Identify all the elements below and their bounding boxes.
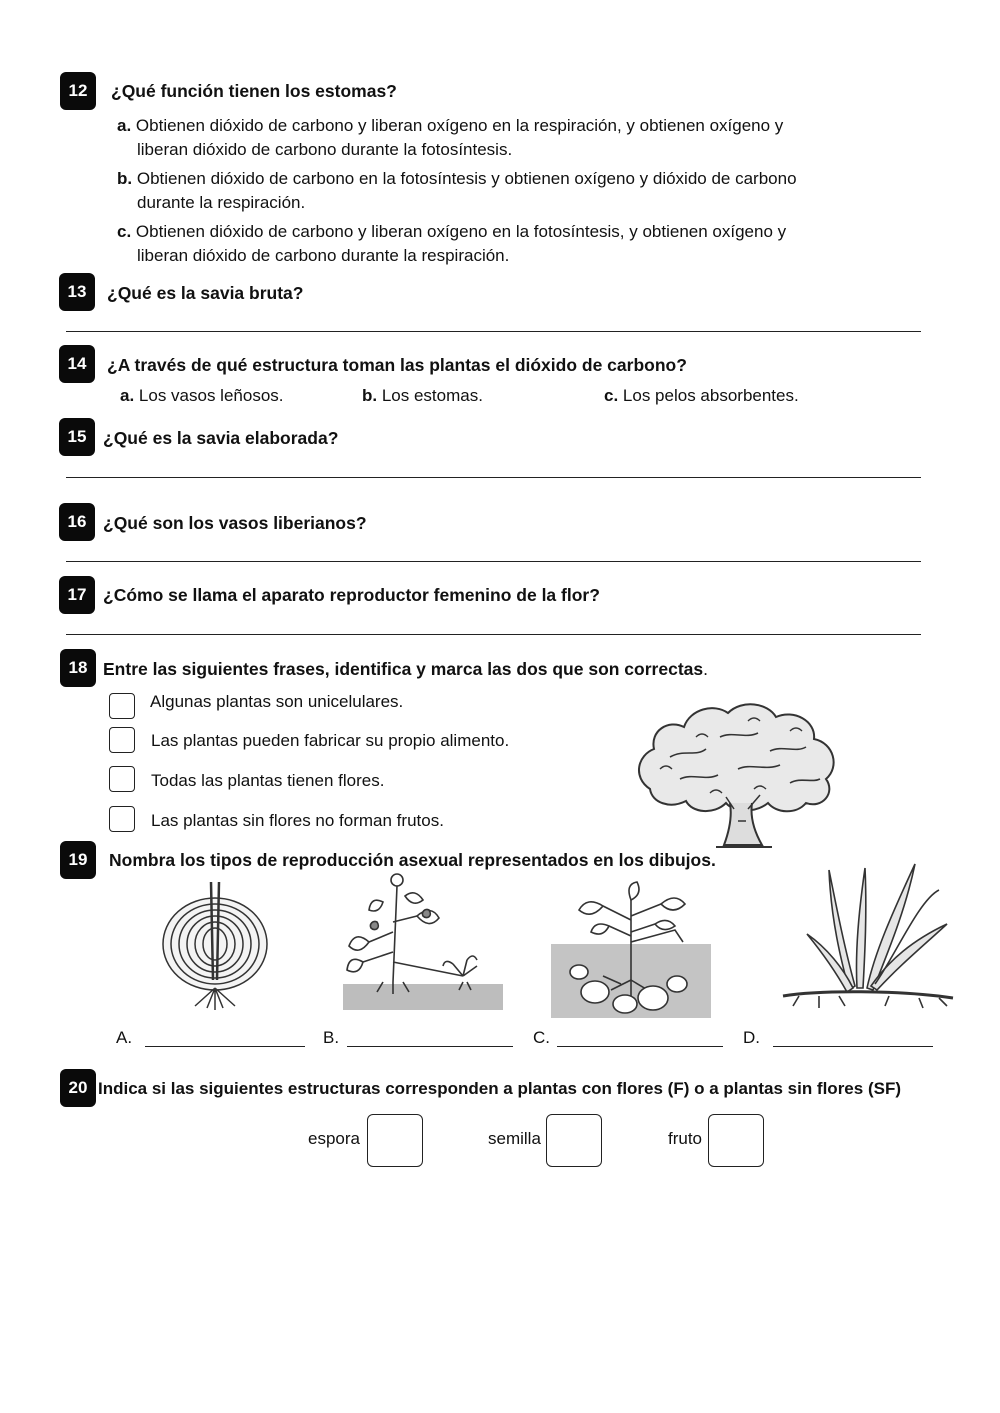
- question-19-title: Nombra los tipos de reproducción asexual representados en los dibujos.: [109, 850, 716, 870]
- question-number-13: 13: [59, 273, 95, 311]
- option-text-cont: liberan dióxido de carbono durante la fotosíntesis.: [137, 139, 513, 159]
- option-letter: a.: [117, 116, 132, 135]
- q14-option-b[interactable]: [362, 386, 483, 406]
- option-text-cont: durante la respiración.: [137, 192, 306, 212]
- answer-line-15[interactable]: [66, 477, 921, 478]
- question-13-title: ¿Qué es la savia bruta?: [107, 283, 304, 303]
- question-18-title-text: Entre las siguientes frases, identifica y marca las dos que son correctas: [103, 659, 704, 679]
- statement-3: Todas las plantas tienen flores.: [151, 771, 385, 790]
- option-text: Obtienen dióxido de carbono y liberan oxígeno en la respiración, y obtienen oxígeno y: [135, 116, 784, 135]
- question-18-title-period: .: [703, 659, 708, 679]
- question-number-18: 18: [60, 649, 96, 687]
- blank-label-a: A.: [116, 1028, 133, 1047]
- blank-label-d: D.: [743, 1028, 760, 1047]
- q14-option-c[interactable]: [604, 386, 799, 406]
- answer-line-13[interactable]: [66, 331, 921, 332]
- structure-label-semilla: semilla: [488, 1129, 541, 1148]
- statement-2: Las plantas pueden fabricar su propio alimento.: [151, 731, 510, 750]
- option-text: Los pelos absorbentes.: [622, 386, 799, 405]
- blank-label-b: B.: [323, 1028, 340, 1047]
- blank-label-c: C.: [533, 1028, 550, 1047]
- bulb-onion-illustration: [155, 880, 275, 1010]
- checkbox-statement-4[interactable]: [109, 806, 135, 832]
- question-number-12: 12: [60, 72, 96, 110]
- question-number-14: 14: [59, 345, 95, 383]
- question-18-title: [103, 659, 708, 680]
- option-text: Los estomas.: [381, 386, 483, 405]
- option-text: Los vasos leñosos.: [138, 386, 284, 405]
- checkbox-statement-1[interactable]: [109, 693, 135, 719]
- question-number-15: 15: [59, 418, 95, 456]
- q12-option-b[interactable]: [117, 167, 797, 214]
- question-number-20: 20: [60, 1069, 96, 1107]
- option-letter: c.: [604, 386, 619, 405]
- tree-illustration: [630, 697, 846, 853]
- option-text: Obtienen dióxido de carbono en la fotosíntesis y obtienen oxígeno y dióxido de carbono: [136, 169, 797, 188]
- question-12-title: ¿Qué función tienen los estomas?: [111, 81, 397, 101]
- answer-line-a[interactable]: [145, 1046, 305, 1047]
- structure-label-espora: espora: [308, 1129, 360, 1148]
- question-14-title: ¿A través de qué estructura toman las plantas el dióxido de carbono?: [107, 355, 687, 375]
- question-number-16: 16: [59, 503, 95, 541]
- question-number-17: 17: [59, 576, 95, 614]
- answer-line-c[interactable]: [557, 1046, 723, 1047]
- question-16-title: ¿Qué son los vasos liberianos?: [103, 513, 367, 533]
- answer-line-17[interactable]: [66, 634, 921, 635]
- rhizome-illustration: [779, 860, 957, 1010]
- option-letter: a.: [120, 386, 135, 405]
- checkbox-statement-3[interactable]: [109, 766, 135, 792]
- option-letter: c.: [117, 222, 132, 241]
- option-letter: b.: [117, 169, 133, 188]
- statement-1: Algunas plantas son unicelulares.: [150, 692, 404, 711]
- tuber-potato-illustration: [551, 880, 711, 1018]
- structure-label-fruto: fruto: [668, 1129, 703, 1148]
- answer-box-semilla[interactable]: [546, 1114, 602, 1167]
- question-15-title: ¿Qué es la savia elaborada?: [103, 428, 339, 448]
- answer-line-16[interactable]: [66, 561, 921, 562]
- question-20-title: Indica si las siguientes estructuras corresponden a plantas con flores (F) o a plantas sin flores (SF): [98, 1079, 901, 1098]
- stolon-strawberry-illustration: [343, 872, 503, 1010]
- q12-option-a[interactable]: [117, 114, 783, 161]
- statement-4: Las plantas sin flores no forman frutos.: [151, 811, 444, 830]
- question-17-title: ¿Cómo se llama el aparato reproductor femenino de la flor?: [103, 585, 600, 605]
- q12-option-c[interactable]: [117, 220, 786, 267]
- option-text: Obtienen dióxido de carbono y liberan oxígeno en la fotosíntesis, y obtienen oxígeno y: [135, 222, 787, 241]
- q14-option-a[interactable]: [120, 386, 284, 406]
- option-text-cont: liberan dióxido de carbono durante la respiración.: [137, 245, 510, 265]
- option-letter: b.: [362, 386, 378, 405]
- answer-box-fruto[interactable]: [708, 1114, 764, 1167]
- answer-line-b[interactable]: [347, 1046, 513, 1047]
- checkbox-statement-2[interactable]: [109, 727, 135, 753]
- answer-box-espora[interactable]: [367, 1114, 423, 1167]
- answer-line-d[interactable]: [773, 1046, 933, 1047]
- question-number-19: 19: [60, 841, 96, 879]
